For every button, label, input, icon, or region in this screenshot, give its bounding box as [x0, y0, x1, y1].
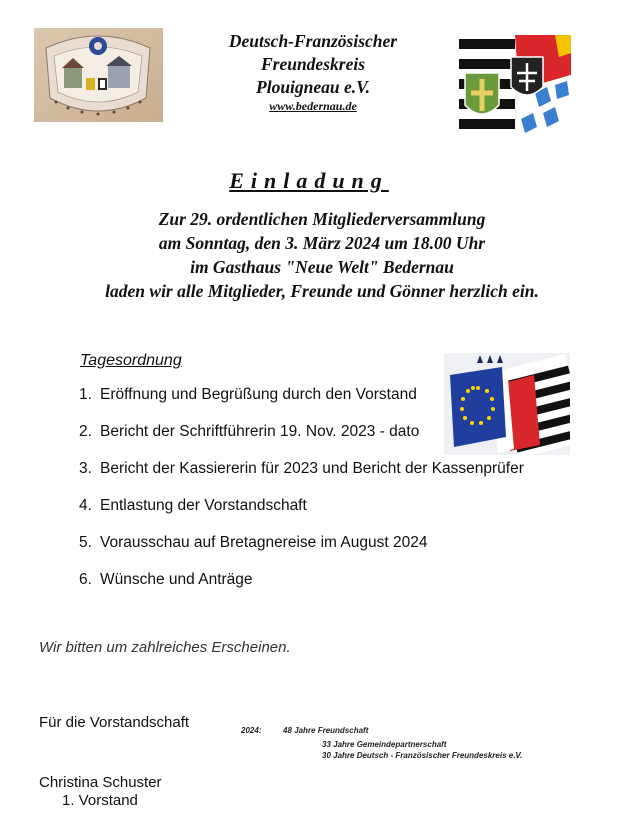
agenda-item-text: Vorausschau auf Bretagnereise im August 2024 — [100, 534, 428, 551]
agenda-item-number: 6. — [79, 571, 92, 588]
invitation-line-3: im Gasthaus "Neue Welt" Bedernau — [190, 257, 454, 277]
agenda-item-number: 2. — [79, 423, 92, 440]
agenda-item — [79, 495, 549, 532]
agenda-item — [79, 569, 549, 606]
anniversary-line-2: 33 Jahre Gemeindepartnerschaft — [322, 740, 447, 749]
agenda-item-text: Bericht der Kassiererin für 2023 und Bericht der Kassenprüfer — [100, 460, 524, 477]
agenda-item-number: 4. — [79, 497, 92, 514]
invitation-line-1: Zur 29. ordentlichen Mitgliederversammlung — [158, 209, 486, 229]
anniversary-line-1: 48 Jahre Freundschaft — [283, 726, 369, 735]
eu-breton-flags-image — [444, 353, 570, 455]
website-link[interactable]: www.bedernau.de — [269, 99, 357, 113]
signer-role: 1. Vorstand — [62, 792, 138, 809]
anniversary-year: 2024: — [241, 726, 262, 735]
partnership-emblem-image — [34, 28, 163, 122]
signer-name: Christina Schuster — [39, 774, 162, 791]
anniversary-line-3: 30 Jahre Deutsch - Französischer Freundeskreis e.V. — [322, 751, 523, 760]
coat-of-arms-flags-image — [459, 35, 571, 135]
org-name-line-1: Deutsch-Französischer — [228, 31, 398, 51]
signature-for-board: Für die Vorstandschaft — [39, 714, 190, 731]
agenda-item — [79, 532, 549, 569]
agenda-item-text: Bericht der Schriftführerin 19. Nov. 2023 - dato — [100, 423, 420, 440]
agenda-item-text: Wünsche und Anträge — [100, 571, 253, 588]
agenda-item-number: 5. — [79, 534, 92, 551]
org-name-line-3: Plouigneau e.V. — [256, 77, 370, 97]
agenda-item-number: 3. — [79, 460, 92, 477]
agenda-item-text: Entlastung der Vorstandschaft — [100, 497, 307, 514]
organization-name — [190, 30, 436, 113]
agenda-item-text: Eröffnung und Begrüßung durch den Vorstand — [100, 386, 417, 403]
agenda-item — [79, 458, 549, 495]
closing-text: Wir bitten um zahlreiches Erscheinen. — [39, 639, 291, 656]
invitation-line-2: am Sonntag, den 3. März 2024 um 18.00 Uhr — [158, 233, 486, 253]
invitation-line-4: laden wir alle Mitglieder, Freunde und Gönner herzlich ein. — [105, 281, 539, 301]
org-name-line-2: Freundeskreis — [260, 54, 366, 74]
agenda-item-number: 1. — [79, 386, 92, 403]
agenda-heading: Tagesordnung — [80, 352, 182, 369]
invitation-text — [0, 207, 618, 303]
invitation-title: Einladung — [229, 168, 389, 193]
